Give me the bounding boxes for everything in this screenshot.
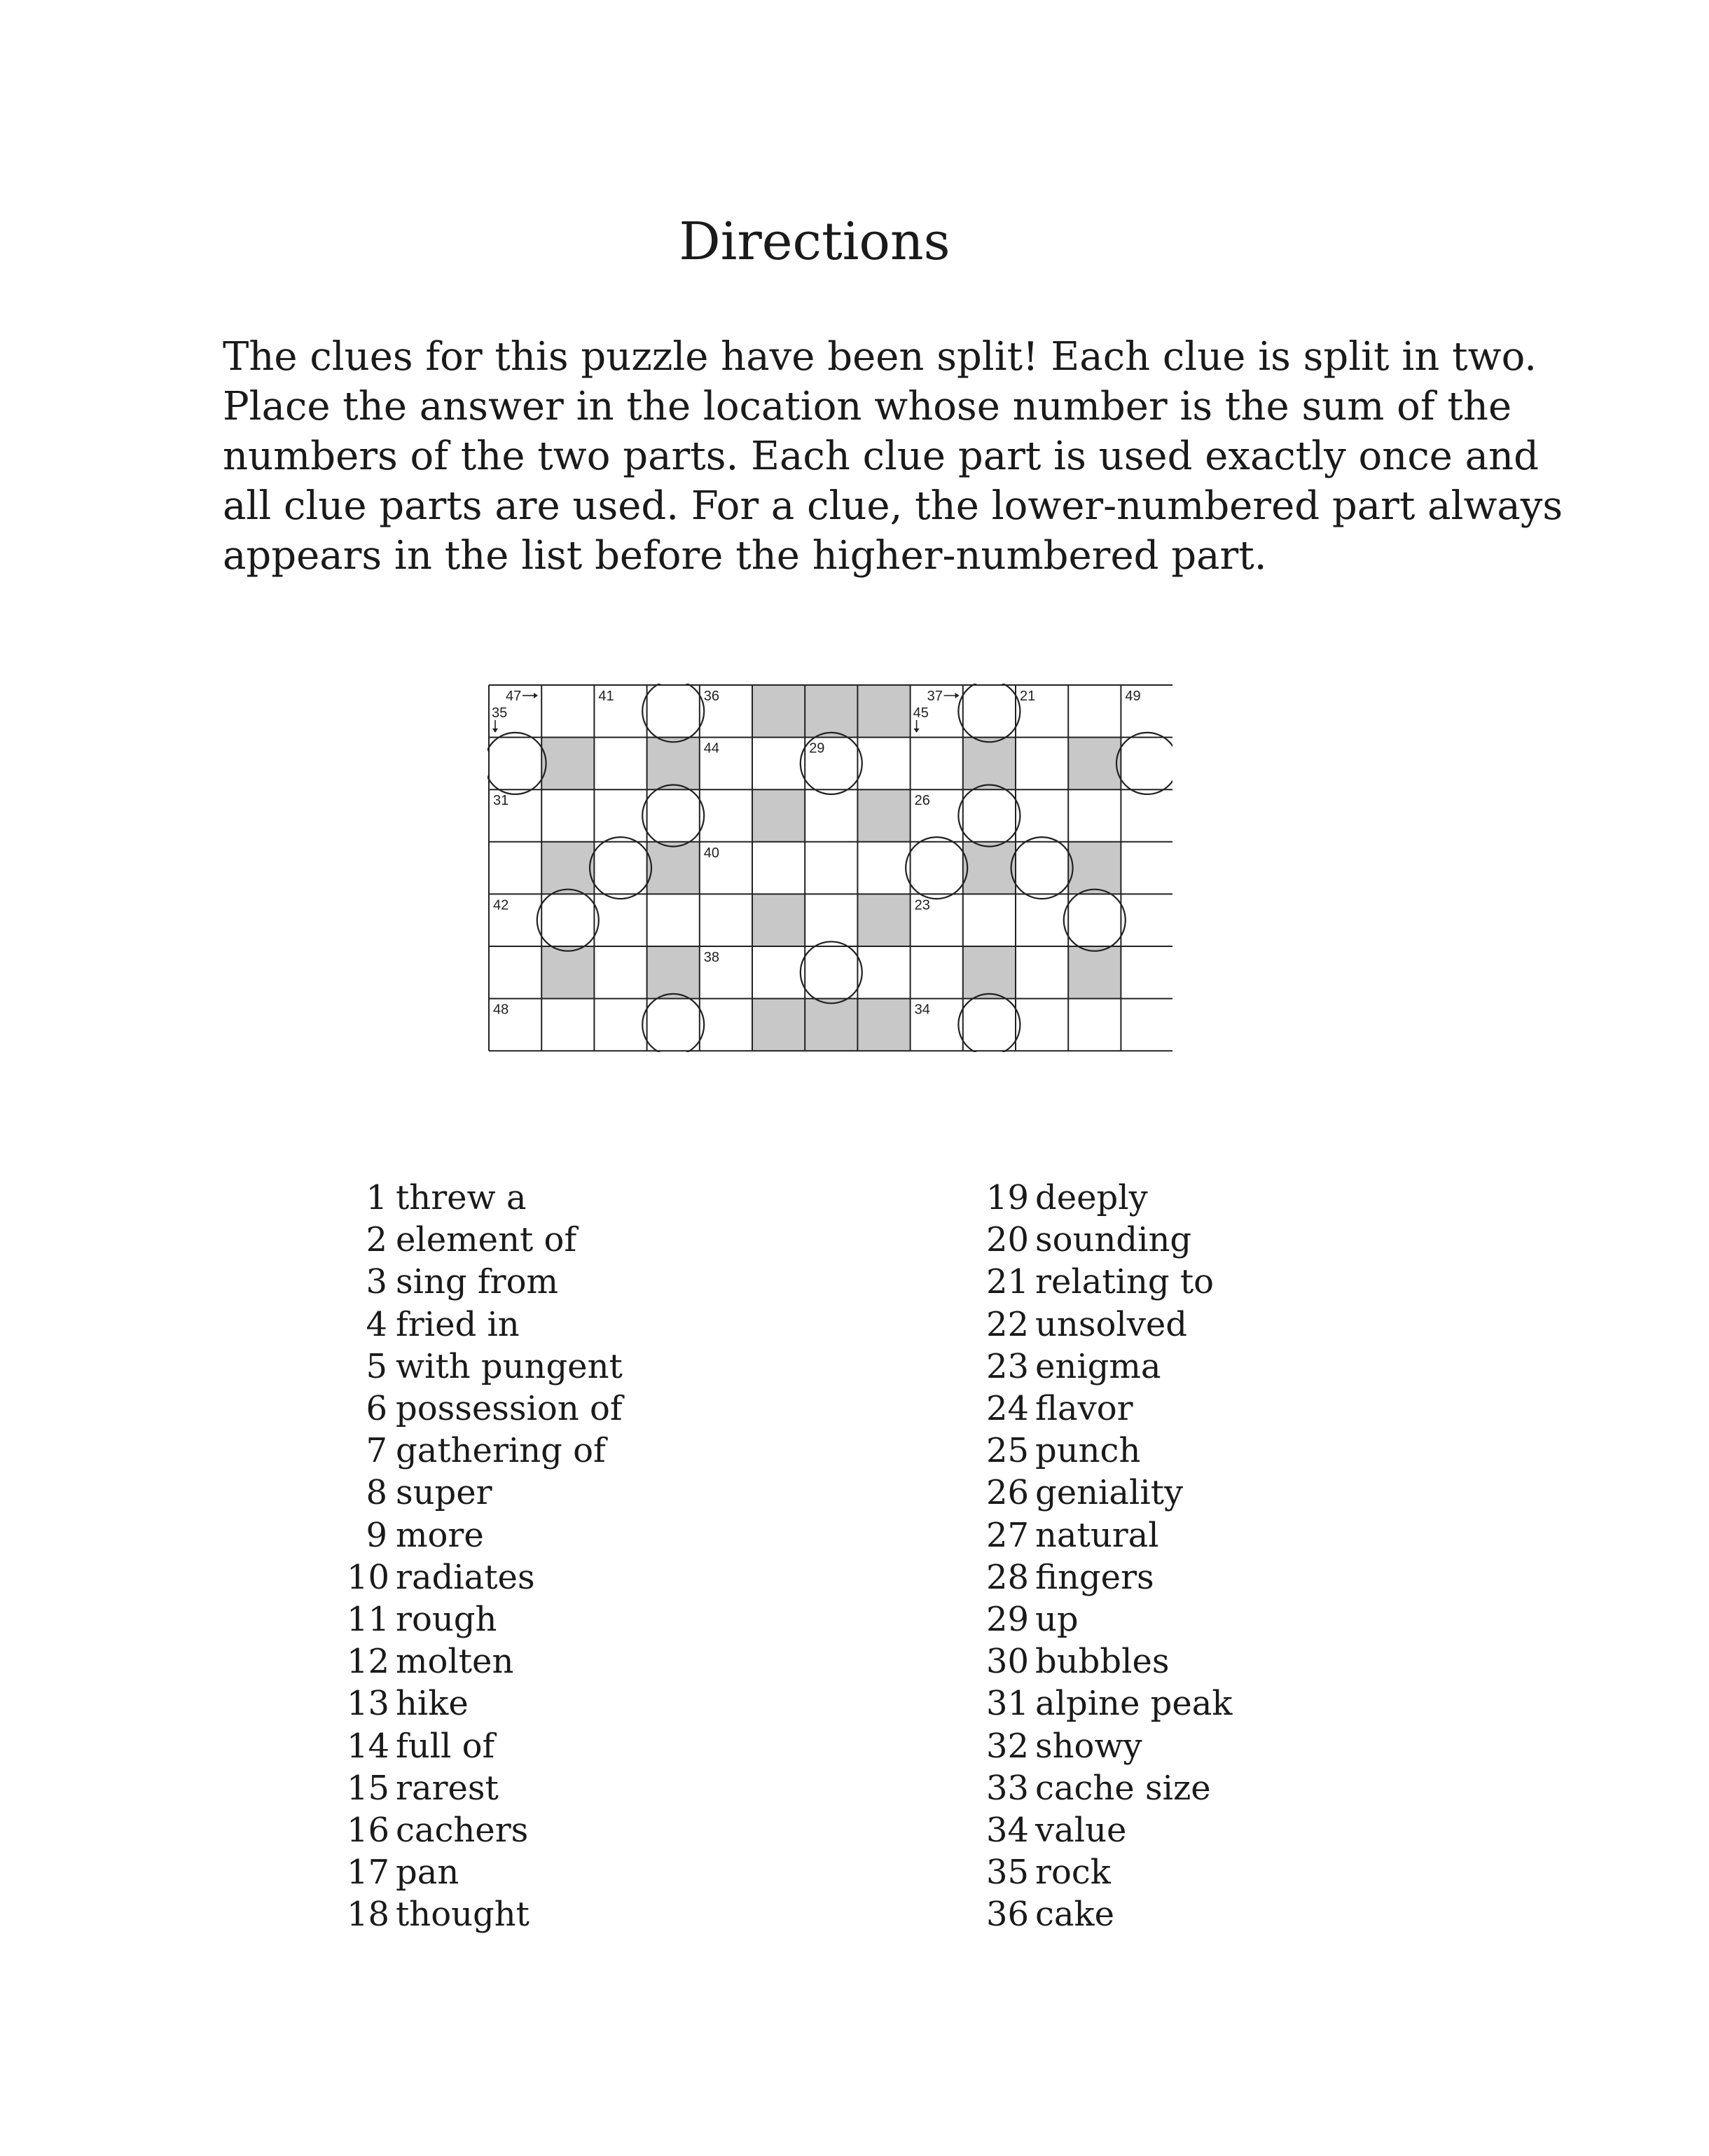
grid-cell <box>594 738 646 790</box>
grid-cell <box>541 789 594 842</box>
clue-number: 20 <box>986 1220 1030 1260</box>
shaded-cell <box>963 842 1016 894</box>
grid-cell <box>1121 999 1172 1051</box>
clue-item <box>347 1430 907 1472</box>
clue-number: 2 <box>366 1220 387 1260</box>
cell-number: 36 <box>703 689 720 704</box>
clue-number: 24 <box>986 1389 1030 1429</box>
cell-number: 31 <box>493 793 509 809</box>
grid-cell <box>963 894 1016 946</box>
shaded-cell <box>857 999 910 1051</box>
clue-item <box>347 1640 907 1682</box>
clue-item <box>347 1177 907 1219</box>
clue-text: bubbles <box>1035 1642 1170 1682</box>
directions-line: numbers of the two parts. Each clue part is used exactly once and <box>223 434 1539 479</box>
clue-text: value <box>1035 1811 1127 1851</box>
clue-item <box>347 1346 907 1388</box>
clue-text: more <box>396 1515 484 1555</box>
clue-number: 13 <box>347 1684 390 1724</box>
shaded-cell <box>963 946 1016 999</box>
clue-text: unsolved <box>1035 1304 1187 1344</box>
grid-cell <box>594 842 646 894</box>
cell-number: 37 <box>927 689 943 704</box>
directions-line: The clues for this puzzle have been split! Each clue is split in two. <box>223 334 1537 380</box>
clue-text: cake <box>1035 1895 1114 1935</box>
clue-text: thought <box>396 1895 530 1935</box>
clue-number: 16 <box>347 1811 390 1851</box>
grid-cell <box>1016 894 1068 946</box>
clue-text: radiates <box>396 1557 535 1597</box>
grid-cell <box>911 738 963 790</box>
grid-cell <box>1016 789 1068 842</box>
grid-cell <box>1016 946 1068 999</box>
clue-item <box>347 1809 907 1851</box>
grid-cell <box>1068 894 1121 946</box>
clue-item <box>347 1725 907 1767</box>
clue-number: 21 <box>986 1262 1030 1302</box>
grid-cell <box>805 789 857 842</box>
shaded-cell <box>541 738 594 790</box>
grid-cell <box>1068 685 1121 738</box>
clue-item <box>347 1767 907 1809</box>
directions-line: appears in the list before the higher-numbered part. <box>223 533 1267 579</box>
clue-number: 23 <box>986 1346 1030 1386</box>
clue-item <box>986 1346 1547 1388</box>
clue-item <box>347 1472 907 1514</box>
clue-number: 10 <box>347 1557 390 1597</box>
grid-cell <box>489 738 541 790</box>
clue-text: fingers <box>1035 1557 1154 1597</box>
clue-item <box>347 1682 907 1725</box>
clue-number: 14 <box>347 1726 390 1766</box>
shaded-cell <box>647 738 700 790</box>
clue-item <box>986 1219 1547 1261</box>
grid-cell <box>752 842 805 894</box>
clue-number: 31 <box>986 1684 1030 1724</box>
clue-item <box>347 1556 907 1598</box>
clue-number: 7 <box>366 1431 387 1471</box>
clue-text: deeply <box>1035 1178 1148 1217</box>
grid-cell <box>805 842 857 894</box>
clue-number: 9 <box>366 1515 387 1555</box>
grid-cell <box>594 789 646 842</box>
cell-number: 40 <box>703 845 720 861</box>
shaded-cell <box>541 842 594 894</box>
crossword-grid <box>487 684 1172 1052</box>
clue-text: super <box>396 1473 492 1513</box>
clue-number: 29 <box>986 1600 1030 1640</box>
shaded-cell <box>857 894 910 946</box>
down-number: 35 <box>492 705 508 721</box>
grid-cell <box>1121 842 1172 894</box>
grid-cell <box>1016 999 1068 1051</box>
clue-item <box>986 1177 1547 1219</box>
grid-cell <box>594 894 646 946</box>
clue-text: geniality <box>1035 1473 1184 1513</box>
clue-item <box>986 1640 1547 1682</box>
clue-number: 32 <box>986 1726 1030 1766</box>
clue-text: rock <box>1035 1853 1111 1893</box>
clue-number: 22 <box>986 1304 1030 1344</box>
clue-number: 18 <box>347 1895 390 1935</box>
clue-number: 1 <box>366 1178 387 1217</box>
clue-number: 11 <box>347 1600 390 1640</box>
clue-item <box>347 1304 907 1346</box>
clue-item <box>986 1767 1547 1809</box>
clue-item <box>986 1304 1547 1346</box>
clue-number: 5 <box>366 1346 387 1386</box>
clue-text: gathering of <box>396 1431 606 1471</box>
clue-text: punch <box>1035 1431 1141 1471</box>
cell-number: 26 <box>914 793 930 809</box>
shaded-cell <box>752 999 805 1051</box>
cell-number: 29 <box>809 740 825 756</box>
clue-list-right <box>986 1177 1547 1936</box>
grid-cell <box>805 894 857 946</box>
clue-item <box>347 1261 907 1303</box>
shaded-cell <box>1068 738 1121 790</box>
clue-text: molten <box>396 1642 514 1682</box>
clue-text: rarest <box>396 1768 499 1808</box>
shaded-cell <box>647 842 700 894</box>
grid-cell <box>1121 894 1172 946</box>
directions-text <box>223 332 1568 581</box>
shaded-cell <box>805 685 857 738</box>
clue-text: up <box>1035 1600 1079 1640</box>
grid-cell <box>700 789 752 842</box>
clue-number: 27 <box>986 1515 1030 1555</box>
clue-text: element of <box>396 1220 577 1260</box>
clue-text: enigma <box>1035 1346 1161 1386</box>
clue-text: sounding <box>1035 1220 1192 1260</box>
clue-text: showy <box>1035 1726 1142 1766</box>
clue-item <box>986 1851 1547 1893</box>
grid-cell <box>857 738 910 790</box>
clue-text: relating to <box>1035 1262 1215 1302</box>
clue-number: 12 <box>347 1642 390 1682</box>
grid-cell <box>647 894 700 946</box>
cell-number: 42 <box>493 897 509 913</box>
crossword-grid-svg <box>487 684 1172 1052</box>
grid-cell <box>805 946 857 999</box>
cell-number: 44 <box>703 740 720 756</box>
grid-cell <box>752 738 805 790</box>
clue-number: 36 <box>986 1895 1030 1935</box>
clue-number: 3 <box>366 1262 387 1302</box>
clue-item <box>986 1682 1547 1725</box>
grid-cell <box>594 999 646 1051</box>
clue-item <box>347 1893 907 1935</box>
clue-item <box>347 1219 907 1261</box>
clue-number: 8 <box>366 1473 387 1513</box>
clue-text: threw a <box>396 1178 527 1217</box>
grid-cell <box>647 685 700 738</box>
grid-cell <box>1121 738 1172 790</box>
clue-item <box>986 1598 1547 1640</box>
cell-number: 38 <box>703 950 720 965</box>
cell-number: 47 <box>506 689 522 704</box>
directions-line: all clue parts are used. For a clue, the lower-numbered part always <box>223 483 1563 529</box>
clue-text: pan <box>396 1853 459 1893</box>
clue-number: 25 <box>986 1431 1030 1471</box>
grid-cell <box>1068 789 1121 842</box>
shaded-cell <box>752 894 805 946</box>
cell-number: 48 <box>493 1002 509 1018</box>
clue-number: 35 <box>986 1853 1030 1893</box>
clue-item <box>347 1388 907 1430</box>
clue-item <box>986 1725 1547 1767</box>
grid-cell <box>489 842 541 894</box>
shaded-cell <box>541 946 594 999</box>
down-number: 45 <box>913 705 929 721</box>
grid-cell <box>752 946 805 999</box>
clue-number: 17 <box>347 1853 390 1893</box>
clue-item <box>986 1388 1547 1430</box>
grid-cell <box>700 894 752 946</box>
clue-item <box>986 1472 1547 1514</box>
grid-cell <box>647 789 700 842</box>
clue-item <box>986 1809 1547 1851</box>
grid-cell <box>1016 842 1068 894</box>
grid-cell <box>541 999 594 1051</box>
clue-number: 26 <box>986 1473 1030 1513</box>
grid-cell <box>963 999 1016 1051</box>
clue-text: cachers <box>396 1811 529 1851</box>
clue-text: rough <box>396 1600 497 1640</box>
shaded-cell <box>752 685 805 738</box>
clue-text: fried in <box>396 1304 520 1344</box>
clue-text: sing from <box>396 1262 559 1302</box>
grid-cell <box>541 894 594 946</box>
grid-cell <box>963 789 1016 842</box>
clue-text: alpine peak <box>1035 1684 1233 1724</box>
cell-number: 34 <box>914 1002 930 1018</box>
grid-cell <box>1121 789 1172 842</box>
clue-number: 30 <box>986 1642 1030 1682</box>
grid-cell <box>700 999 752 1051</box>
clue-item <box>986 1893 1547 1935</box>
clue-text: hike <box>396 1684 469 1724</box>
shaded-cell <box>857 789 910 842</box>
clue-item <box>347 1851 907 1893</box>
clue-list-left <box>347 1177 907 1936</box>
grid-cell <box>857 842 910 894</box>
clue-text: natural <box>1035 1515 1159 1555</box>
clue-number: 28 <box>986 1557 1030 1597</box>
shaded-cell <box>1068 842 1121 894</box>
directions-line: Place the answer in the location whose number is the sum of the <box>223 384 1512 429</box>
clue-item <box>986 1261 1547 1303</box>
shaded-cell <box>1068 946 1121 999</box>
grid-cell <box>857 946 910 999</box>
grid-cell <box>541 685 594 738</box>
clue-number: 34 <box>986 1811 1030 1851</box>
grid-cell <box>1016 738 1068 790</box>
cell-number: 21 <box>1020 689 1036 704</box>
clue-item <box>347 1598 907 1640</box>
clue-text: full of <box>396 1726 495 1766</box>
clue-text: with pungent <box>396 1346 623 1386</box>
shaded-cell <box>805 999 857 1051</box>
grid-cell <box>647 999 700 1051</box>
shaded-cell <box>647 946 700 999</box>
shaded-cell <box>752 789 805 842</box>
grid-cell <box>963 685 1016 738</box>
clue-number: 33 <box>986 1768 1030 1808</box>
clue-number: 6 <box>366 1389 387 1429</box>
shaded-cell <box>857 685 910 738</box>
grid-cell <box>594 946 646 999</box>
clue-text: flavor <box>1035 1389 1133 1429</box>
clue-item <box>986 1430 1547 1472</box>
grid-cell <box>1068 999 1121 1051</box>
grid-cell <box>911 946 963 999</box>
clue-number: 19 <box>986 1178 1030 1217</box>
grid-cell <box>911 842 963 894</box>
cell-number: 23 <box>914 897 930 913</box>
clue-item <box>986 1556 1547 1598</box>
cell-number: 49 <box>1125 689 1141 704</box>
shaded-cell <box>963 738 1016 790</box>
page-title: Directions <box>679 212 950 272</box>
clue-item <box>347 1514 907 1556</box>
grid-cell <box>1121 946 1172 999</box>
cell-number: 41 <box>598 689 614 704</box>
clue-text: possession of <box>396 1389 623 1429</box>
clue-item <box>986 1514 1547 1556</box>
clue-text: cache size <box>1035 1768 1211 1808</box>
clue-number: 4 <box>366 1304 387 1344</box>
grid-cell <box>489 946 541 999</box>
clue-number: 15 <box>347 1768 390 1808</box>
